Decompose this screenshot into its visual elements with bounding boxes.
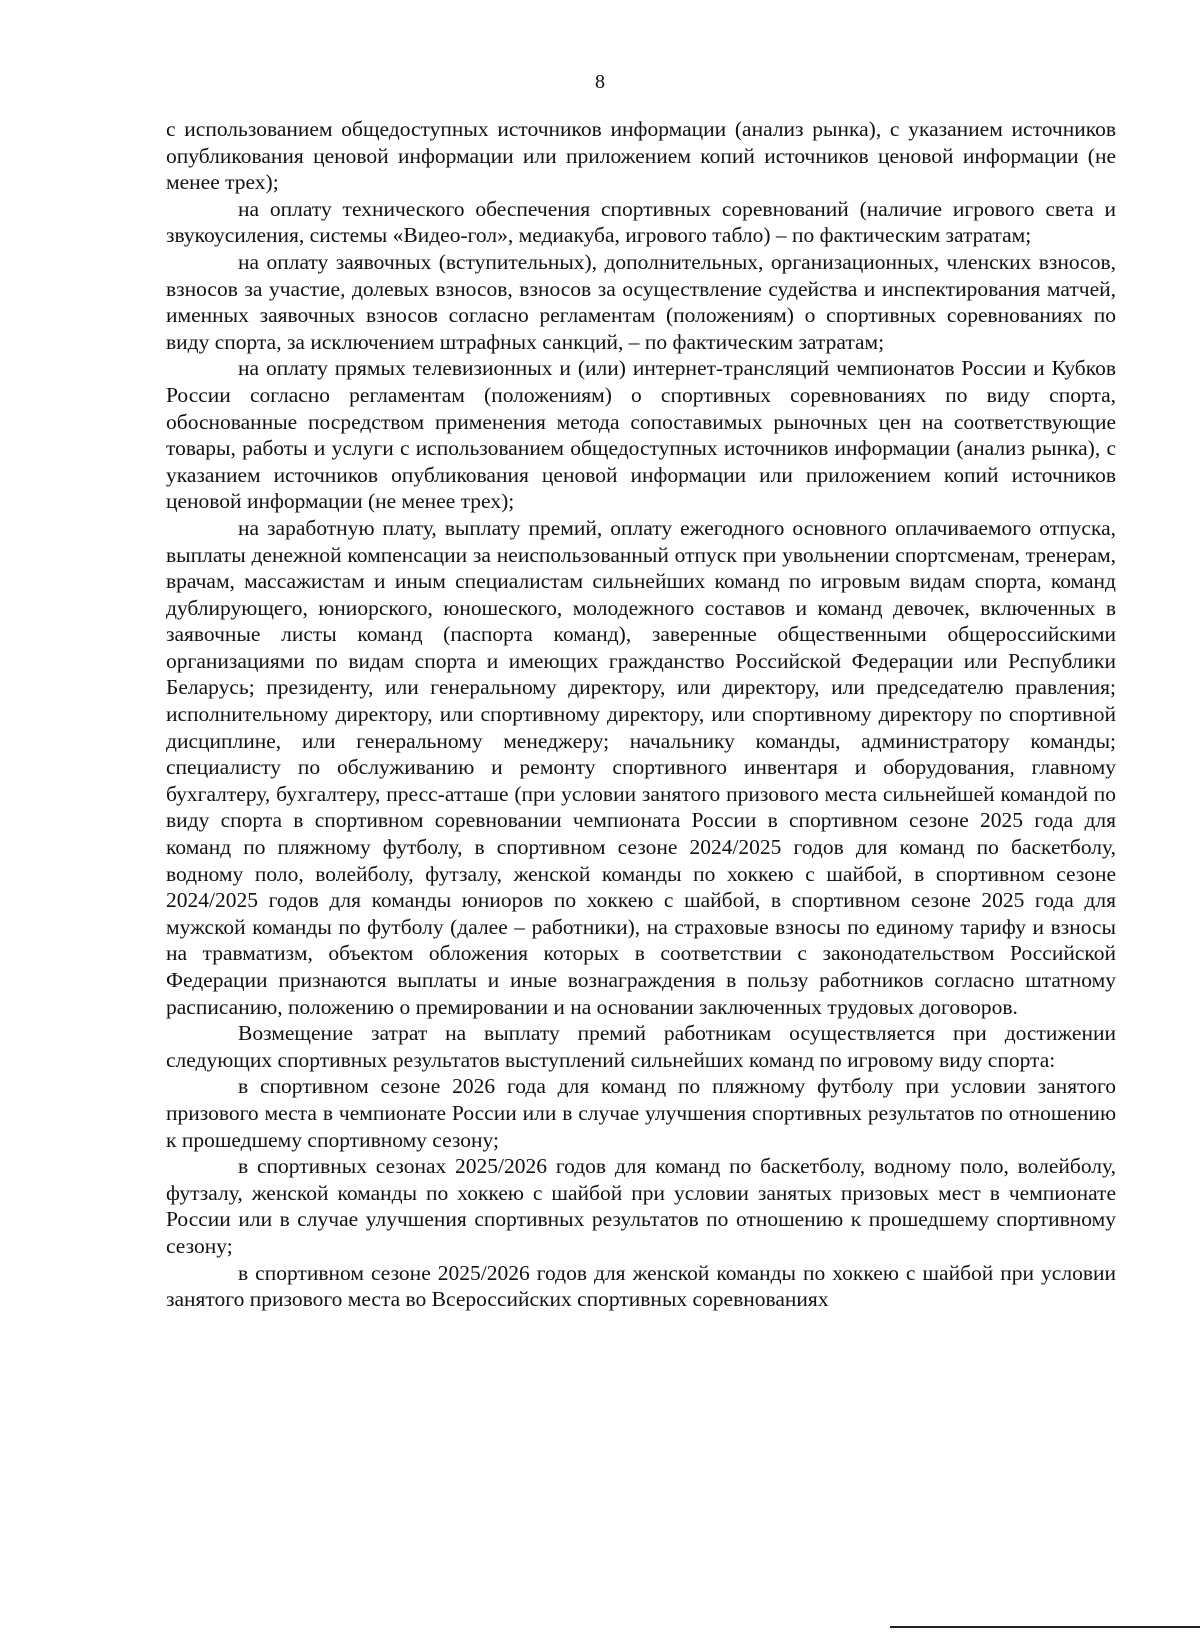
page-number: 8 <box>595 71 605 93</box>
paragraph-1: с использованием общедоступных источников информации (анализ рынка), с указанием источников опубликования ценовой информации или приложением копий источников ценовой информации (не менее трех); <box>166 117 1116 195</box>
paragraph-8: в спортивных сезонах 2025/2026 годов для команд по баскетболу, водному поло, волейболу, футзалу, женской команды по хоккею с шайбой при условии занятых призовых мест в чемпионате России или в случае улучшения спортивных результатов по отношению к прошедшему спортивному сезону; <box>166 1154 1116 1258</box>
paragraph-9: в спортивном сезоне 2025/2026 годов для женской команды по хоккею с шайбой при условии занятого призового места во Всероссийских спортивных соревнованиях <box>166 1260 1116 1312</box>
paragraph-3: на оплату заявочных (вступительных), дополнительных, организационных, членских взносов, взносов за участие, долевых взносов, взносов за осуществление судейства и инспектирования матчей, именных заявочных взносов согласно регламентам (положениям) о спортивных соревнованиях по виду спорта, за исключением штрафных санкций, – по фактическим затратам; <box>166 249 1116 354</box>
document-body <box>166 116 1116 1313</box>
paragraph-4: на оплату прямых телевизионных и (или) интернет-трансляций чемпионатов России и Кубков России согласно регламентам (положениям) о спортивных соревнованиях по виду спорта, обоснованные посредством применения метода сопоставимых рыночных цен на соответствующие товары, работы и услуги с использованием общедоступных источников информации (анализ рынка), с указанием источников опубликования ценовой информации или приложением копий источников ценовой информации (не менее трех); <box>166 356 1116 514</box>
paragraph-6: Возмещение затрат на выплату премий работникам осуществляется при достижении следующих спортивных результатов выступлений сильнейших команд по игровому виду спорта: <box>166 1021 1116 1072</box>
scan-edge-line <box>890 1626 1200 1628</box>
paragraph-7: в спортивном сезоне 2026 года для команд по пляжному футболу при условии занятого призового места в чемпионате России или в случае улучшения спортивных результатов по отношению к прошедшему спортивному сезону; <box>166 1074 1116 1152</box>
paragraph-2: на оплату технического обеспечения спортивных соревнований (наличие игрового света и звукоусиления, системы «Видео-гол», медиакуба, игрового табло) – по фактическим затратам; <box>166 196 1116 248</box>
paragraph-5: на заработную плату, выплату премий, оплату ежегодного основного оплачиваемого отпуска, выплаты денежной компенсации за неиспользованный отпуск при увольнении спортсменам, тренерам, врачам, массажистам и иным специалистам сильнейших команд по игровым видам спорта, команд дублирующего, юниорского, юношеского, молодежного составов и команд девочек, включенных в заявочные листы команд (паспорта команд), заверенные общественными общероссийскими организациями по видам спорта и имеющих гражданство Российской Федерации или Республики Беларусь; президенту, или генеральному директору, или директору, или председателю правления; исполнительному директору, или спортивному директору, или спортивному директору по спортивной дисциплине, или генеральному менеджеру; начальнику команды, администратору команды; специалисту по обслуживанию и ремонту спортивного инвентаря и оборудования, главному бухгалтеру, бухгалтеру, пресс-атташе (при условии занятого призового места сильнейшей командой по виду спорта в спортивном соревновании чемпионата России в спортивном сезоне 2025 года для команд по пляжному футболу, в спортивном сезоне 2024/2025 годов для команд по баскетболу, водному поло, волейболу, футзалу, женской команды по хоккею с шайбой, в спортивном сезоне 2024/2025 годов для команды юниоров по хоккею с шайбой, в спортивном сезоне 2025 года для мужской команды по футболу (далее – работники), на страховые взносы по единому тарифу и взносы на травматизм, объектом обложения которых в соответствии с законодательством Российской Федерации признаются выплаты и иные вознаграждения в пользу работников согласно штатному расписанию, положению о премировании и на основании заключенных трудовых договоров. <box>166 515 1116 1019</box>
